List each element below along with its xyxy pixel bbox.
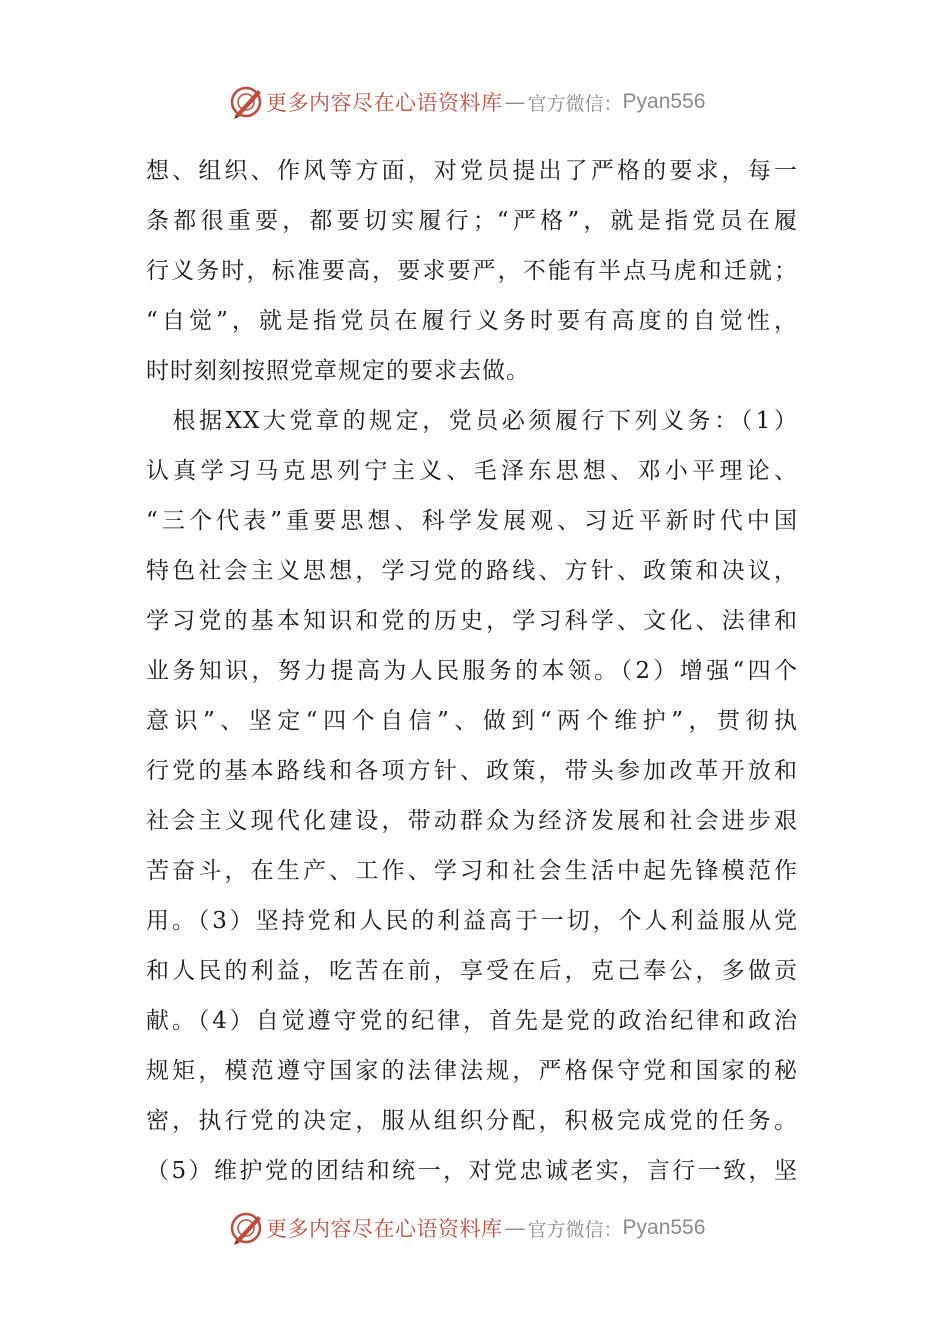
text-line: 苦奋斗，在生产、工作、学习和社会生活中起先锋模范作 [146,858,798,884]
footer-watermark-content [228,1208,705,1248]
text-line: 行党的基本路线和各项方针、政策，带头参加改革开放和 [146,758,798,784]
text-line: （5）维护党的团结和统一，对党忠诚老实，言行一致，坚 [146,1158,798,1184]
text-line: 认真学习马克思列宁主义、毛泽东思想、邓小平理论、 [146,458,798,484]
text-line: 时时刻刻按照党章规定的要求去做。 [146,358,530,384]
document-body [146,146,798,1196]
watermark-label: 官方微信： [527,92,623,115]
text-line: 规矩，模范遵守国家的法律法规，严格保守党和国家的秘 [146,1058,798,1084]
pen-logo-icon [228,84,264,120]
watermark-text: 更多内容尽在心语资料库 [266,1217,503,1241]
text-line: 献。（4）自觉遵守党的纪律，首先是党的政治纪律和政治 [146,1008,798,1034]
text-line: 条都很重要，都要切实履行；“严格”，就是指党员在履 [146,208,798,234]
text-line: “自觉”，就是指党员在履行义务时要有高度的自觉性， [146,308,798,334]
text-line: 业务知识，努力提高为人民服务的本领。（2）增强“四个 [146,658,798,684]
text-line: 社会主义现代化建设，带动群众为经济发展和社会进步艰 [146,808,798,834]
text-line: 想、组织、作风等方面，对党员提出了严格的要求，每一 [146,158,798,184]
watermark-id: Pyan556 [622,90,706,113]
text-line: “三个代表”重要思想、科学发展观、习近平新时代中国 [146,508,798,534]
text-line: 行义务时，标准要高，要求要严，不能有半点马虎和迁就； [146,258,798,284]
text-line: 用。（3）坚持党和人民的利益高于一切，个人利益服从党 [146,908,798,934]
watermark-separator: — [504,1216,526,1240]
pen-logo-icon [228,1210,264,1246]
text-line: 和人民的利益，吃苦在前，享受在后，克己奉公，多做贡 [146,958,798,984]
text-line: 特色社会主义思想，学习党的路线、方针、政策和决议， [146,558,798,584]
text-line: 意识”、坚定“四个自信”、做到“两个维护”，贯彻执 [146,708,798,734]
watermark-id: Pyan556 [622,1216,706,1239]
watermark-separator: — [504,90,526,114]
text-line: 密，执行党的决定，服从组织分配，积极完成党的任务。 [146,1108,798,1134]
watermark-label: 官方微信： [527,1218,623,1241]
header-watermark-content [228,82,705,122]
footer-watermark [0,1208,950,1248]
watermark-text: 更多内容尽在心语资料库 [266,91,503,115]
header-watermark [0,82,950,122]
text-line: 根据XX大党章的规定，党员必须履行下列义务：（1） [146,408,798,434]
text-line: 学习党的基本知识和党的历史，学习科学、文化、法律和 [146,608,798,634]
